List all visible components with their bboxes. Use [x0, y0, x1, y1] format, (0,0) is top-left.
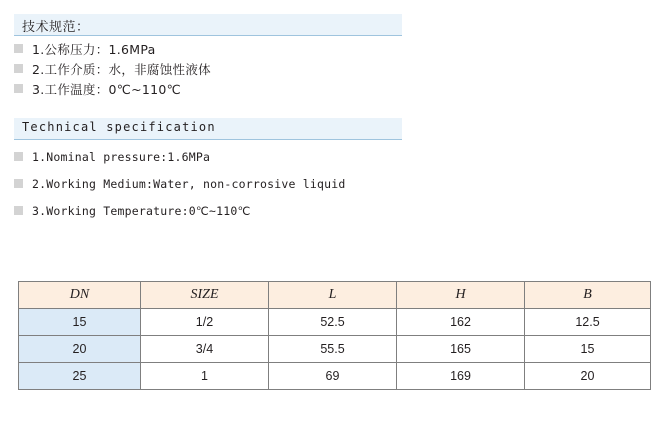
table-cell-dn: 20 — [19, 336, 141, 363]
table-cell-l: 55.5 — [269, 336, 397, 363]
table-cell-size: 1/2 — [141, 309, 269, 336]
table-cell-h: 165 — [397, 336, 525, 363]
square-bullet-icon — [14, 44, 23, 53]
table-row — [19, 309, 651, 336]
square-bullet-icon — [14, 84, 23, 93]
square-bullet-icon — [14, 152, 23, 161]
list-item — [14, 148, 210, 165]
list-item-label: 1.Nominal pressure:1.6MPa — [32, 149, 211, 164]
table-cell-b: 15 — [525, 336, 651, 363]
list-item — [14, 175, 345, 192]
table-cell-dn: 25 — [19, 363, 141, 390]
table-row — [19, 336, 651, 363]
chinese-section-heading-band — [14, 14, 402, 36]
list-item — [14, 40, 156, 57]
chinese-section-heading: 技术规范： — [22, 20, 90, 35]
table-header-cell: DN — [19, 282, 141, 309]
table-header-cell: L — [269, 282, 397, 309]
table-cell-size: 1 — [141, 363, 269, 390]
list-item — [14, 202, 251, 219]
table-header-cell: H — [397, 282, 525, 309]
square-bullet-icon — [14, 206, 23, 215]
list-item — [14, 60, 211, 77]
square-bullet-icon — [14, 179, 23, 188]
table-cell-b: 20 — [525, 363, 651, 390]
square-bullet-icon — [14, 64, 23, 73]
list-item — [14, 80, 181, 97]
table-header-cell: B — [525, 282, 651, 309]
list-item-label: 3.Working Temperature:0℃~110℃ — [32, 203, 251, 218]
table-header-cell: SIZE — [141, 282, 269, 309]
table-cell-dn: 15 — [19, 309, 141, 336]
table-header-row — [19, 282, 651, 309]
table-cell-l: 69 — [269, 363, 397, 390]
table-row — [19, 363, 651, 390]
table-cell-b: 12.5 — [525, 309, 651, 336]
list-item-label: 3.工作温度：0℃~110℃ — [32, 81, 181, 97]
english-section-heading: Technical specification — [22, 120, 216, 134]
dimensions-table — [18, 281, 651, 390]
list-item-label: 1.公称压力：1.6MPa — [32, 41, 156, 57]
table-cell-size: 3/4 — [141, 336, 269, 363]
table-cell-h: 169 — [397, 363, 525, 390]
list-item-label: 2.Working Medium:Water, non-corrosive liquid — [32, 176, 346, 191]
table-cell-l: 52.5 — [269, 309, 397, 336]
english-section-heading-band — [14, 118, 402, 140]
list-item-label: 2.工作介质：水，非腐蚀性液体 — [32, 61, 211, 77]
table-cell-h: 162 — [397, 309, 525, 336]
